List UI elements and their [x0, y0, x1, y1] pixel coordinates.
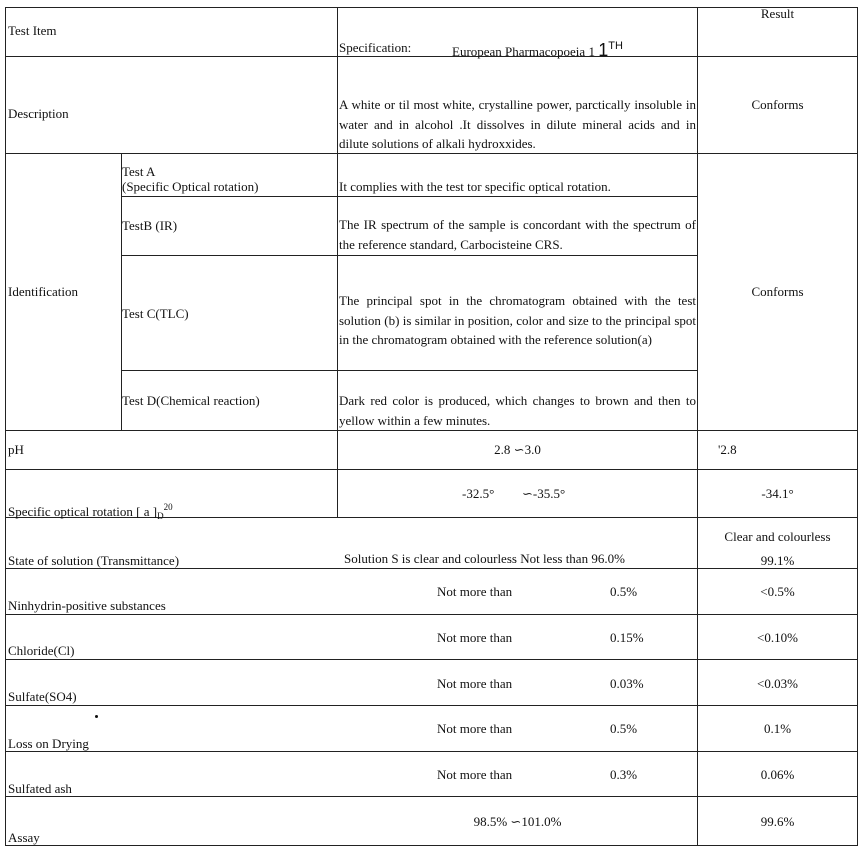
header-spec-label: Specification: [339, 40, 412, 55]
ninhydrin-item: Ninhydrin-positive substances [8, 598, 166, 613]
solution-result-line2: 99.1% [760, 553, 795, 568]
header-edition-number: 1 [598, 40, 609, 60]
test-b-name: TestB (IR) [122, 218, 178, 233]
rule [5, 614, 858, 615]
rotation-result: -34.1° [761, 486, 794, 501]
loss-on-drying-spec-label: Not more than [437, 721, 513, 736]
header-spec-value [452, 36, 623, 62]
solution-result-line1: Clear and colourless [724, 529, 831, 544]
test-a-name: Test A [122, 164, 156, 179]
chloride-spec-label: Not more than [437, 630, 513, 645]
sulfate-item: Sulfate(SO4) [8, 689, 77, 704]
solution-spec: Solution S is clear and colourless Not less than 96.0% [344, 551, 625, 566]
test-d-name: Test D(Chemical reaction) [122, 393, 260, 408]
rule [5, 705, 858, 706]
assay-result: 99.6% [760, 814, 795, 829]
test-d-spec: Dark red color is produced, which changes to brown and then to yellow within a few minutes. [339, 393, 696, 428]
rotation-item [8, 499, 173, 524]
assay-spec: 98.5% ∽101.0% [473, 814, 562, 829]
rotation-spec-low: -32.5° [462, 486, 495, 501]
rotation-item-sub: D [157, 511, 164, 521]
chloride-result: <0.10% [757, 630, 798, 645]
chloride-spec-value: 0.15% [610, 630, 644, 645]
rule [121, 370, 698, 371]
solution-item: State of solution (Transmittance) [8, 553, 180, 568]
test-a-spec: It complies with the test tor specific optical rotation. [339, 179, 611, 194]
ninhydrin-result: <0.5% [760, 584, 795, 599]
ph-result: '2.8 [718, 442, 737, 457]
header-test-item: Test Item [8, 23, 57, 38]
rule [121, 255, 698, 256]
sulfated-ash-result: 0.06% [760, 767, 795, 782]
sulfate-spec-label: Not more than [437, 676, 513, 691]
rotation-spec-high: ∽-35.5° [522, 486, 566, 501]
ph-spec: 2.8 ∽3.0 [494, 442, 541, 457]
rule [5, 7, 6, 846]
rule [5, 659, 858, 660]
sulfate-spec-value: 0.03% [610, 676, 644, 691]
header-result: Result [760, 6, 795, 21]
rotation-item-sup: 20 [163, 502, 173, 512]
assay-item: Assay [8, 830, 40, 845]
loss-on-drying-spec-value: 0.5% [610, 721, 638, 736]
loss-on-drying-item: Loss on Drying [8, 736, 89, 751]
ph-item: pH [8, 442, 24, 457]
test-c-name: Test C(TLC) [122, 306, 189, 321]
stray-mark [95, 715, 98, 718]
rule [5, 469, 858, 470]
ninhydrin-spec-label: Not more than [437, 584, 513, 599]
test-b-spec: The IR spectrum of the sample is concordant with the spectrum of the reference standard, Carbocisteine CRS. [339, 217, 696, 252]
test-c-spec: The principal spot in the chromatogram obtained with the test solution (b) is similar in position, color and size to the principal spot in the chromatogram obtained with the reference solution(a) [339, 293, 696, 347]
sulfated-ash-item: Sulfated ash [8, 781, 72, 796]
chloride-item: Chloride(Cl) [8, 643, 75, 658]
rule [5, 796, 858, 797]
rule [857, 7, 858, 846]
sulfated-ash-spec-value: 0.3% [610, 767, 638, 782]
ninhydrin-spec-value: 0.5% [610, 584, 638, 599]
loss-on-drying-result: 0.1% [763, 721, 792, 736]
description-result: Conforms [751, 97, 804, 112]
rule [5, 751, 858, 752]
rule [5, 430, 858, 431]
test-a-name-detail: (Specific Optical rotation) [122, 179, 259, 194]
description-item: Description [8, 106, 69, 121]
sulfate-result: <0.03% [757, 676, 798, 691]
header-spec-text: European Pharmacopoeia 1 [452, 44, 595, 59]
rule [337, 7, 338, 517]
rule [5, 56, 858, 57]
rule [5, 845, 858, 846]
identification-item: Identification [8, 284, 79, 299]
sulfated-ash-spec-label: Not more than [437, 767, 513, 782]
description-spec: A white or til most white, crystalline power, parctically insoluble in water and in alcohol .It dissolves in dilute mineral acids and in dilute solutions of alkali hydroxxides. [339, 97, 696, 151]
header-edition-suffix: TH [608, 40, 623, 52]
identification-result: Conforms [751, 284, 804, 299]
rotation-item-label: Specific optical rotation [ a ] [8, 504, 158, 519]
